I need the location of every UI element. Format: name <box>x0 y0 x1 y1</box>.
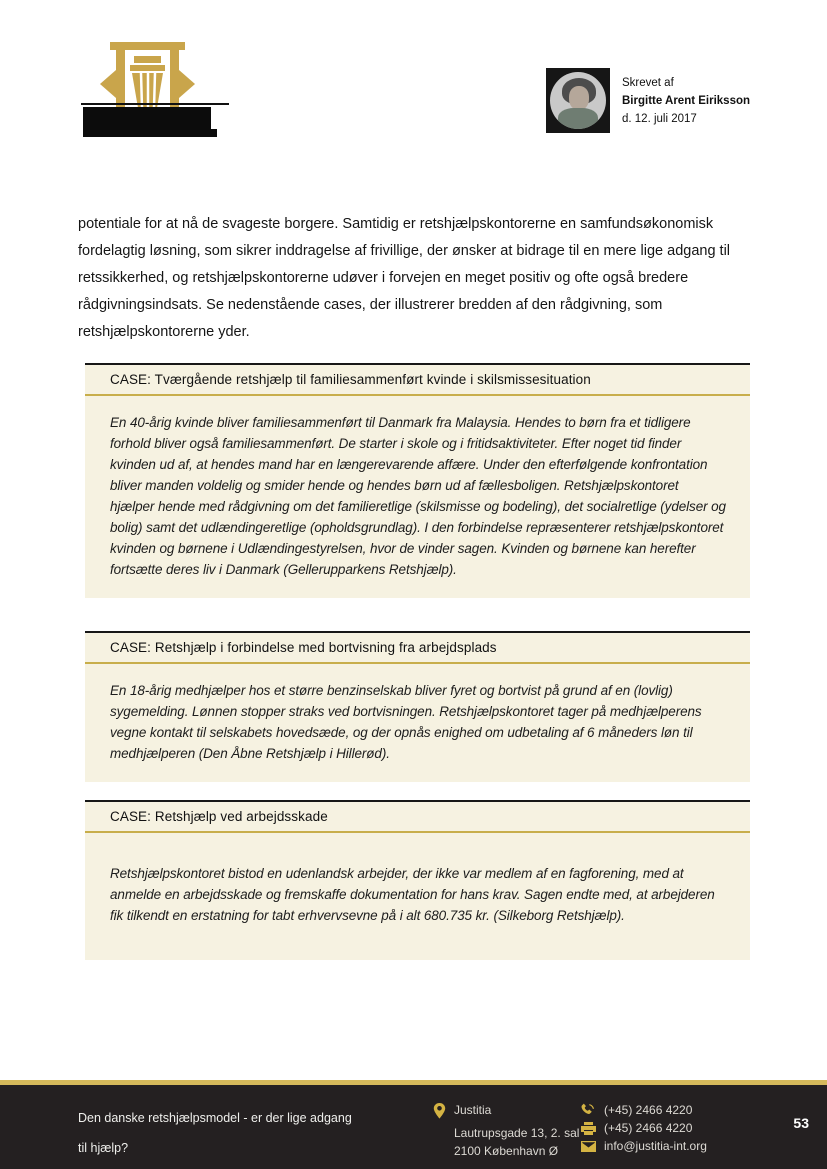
page-footer <box>0 1080 827 1169</box>
case-2-title: CASE: Retshjælp i forbindelse med bortvisning fra arbejdsplads <box>85 631 750 664</box>
case-box-1 <box>85 363 750 598</box>
footer-fax: (+45) 2466 4220 <box>604 1121 693 1135</box>
logo-wordmark-block <box>83 107 211 137</box>
footer-org-name: Justitia <box>454 1103 492 1117</box>
footer-city: 2100 København Ø <box>454 1144 559 1158</box>
footer-title-line2: til hjælp? <box>78 1141 129 1155</box>
author-text <box>622 74 750 128</box>
intro-paragraph: potentiale for at nå de svageste borgere. Samtidig er retshjælpskontorerne en samfundsøkonomisk fordelagtig løsning, som sikrer inddragelse af frivillige, der ønsker at bidrage til en mere lige adgang til retssikkerhed, og retshjælpskontorerne udøver i forvejen en meget positiv og ofte også bredere rådgivningsindsats. Se nedenstående cases, der illustrerer bredden af den rådgivning, som retshjælpskontorerne yder. <box>78 215 731 340</box>
footer-address <box>433 1101 579 1160</box>
author-name: Birgitte Arent Eiriksson <box>622 94 751 107</box>
footer-document-title <box>78 1103 368 1163</box>
case-1-title: CASE: Tværgående retshjælp til familiesammenført kvinde i skilsmissesituation <box>85 363 750 396</box>
footer-email: info@justitia-int.org <box>604 1139 707 1153</box>
phone-icon <box>581 1103 596 1117</box>
case-3-body: Retshjælpskontoret bistod en udenlandsk arbejder, der ikke var medlem af en fagforening, med at anmelde en arbejdsskade og fremskaffe dokumentation for hans krav. Sagen endte med, at arbejderen fik tilkendt en erstatning for tabt erhvervsevne på i alt 680.735 kr. (Silkeborg Retshjælp). <box>85 833 750 960</box>
fax-icon <box>581 1122 596 1135</box>
author-label: Skrevet af <box>622 76 674 89</box>
author-block <box>546 68 750 133</box>
author-photo-circle <box>550 72 606 129</box>
case-1-body: En 40-årig kvinde bliver familiesammenført til Danmark fra Malaysia. Hendes to børn fra et tidligere forhold bliver også familiesammenført. De starter i skole og i fritidsaktiviteter. Efter noget tid finder kvinden ud af, at hendes mand har en længerevarende affære. Under den efterfølgende konfrontation bliver manden voldelig og smider hende og hendes børn ud af fællesboligen. Retshjælpskontoret hjælper hende med rådgivning om det familieretlige (skilsmisse og bodeling), det socialretlige (ydelser og bolig) samt det udlændingeretlige (opholdsgrundlag). I den forbindelse repræsenterer retshjælpskontoret kvinden og børnene i Udlændingestyrelsen, hvor de vinder sagen. Kvinden og børnene kan herefter fortsætte deres liv i Danmark (Gellerupparkens Retshjælp). <box>85 396 750 598</box>
case-box-3 <box>85 800 750 960</box>
case-2-body: En 18-årig medhjælper hos et større benzinselskab bliver fyret og bortvist på grund af en (lovlig) sygemelding. Lønnen stopper straks ved bortvisningen. Retshjælpskontoret tager på medhjælperens vegne kontakt til selskabets hovedsæde, og der opnås enighed om udbetaling af 6 måneders løn til medhjælperen (Den Åbne Retshjælp i Hillerød). <box>85 664 750 782</box>
page-number: 53 <box>793 1115 809 1131</box>
logo-underline <box>81 103 229 105</box>
footer-phone: (+45) 2466 4220 <box>604 1103 693 1117</box>
author-photo <box>546 68 610 133</box>
case-3-title: CASE: Retshjælp ved arbejdsskade <box>85 800 750 833</box>
justitia-logo <box>78 42 230 137</box>
case-box-2 <box>85 631 750 782</box>
footer-title-line1: Den danske retshjælpsmodel - er der lige adgang <box>78 1111 352 1125</box>
location-pin-icon <box>433 1101 446 1124</box>
email-icon <box>581 1141 596 1152</box>
footer-contacts <box>581 1101 707 1155</box>
footer-street: Lautrupsgade 13, 2. sal <box>454 1126 580 1140</box>
author-date: d. 12. juli 2017 <box>622 112 697 125</box>
